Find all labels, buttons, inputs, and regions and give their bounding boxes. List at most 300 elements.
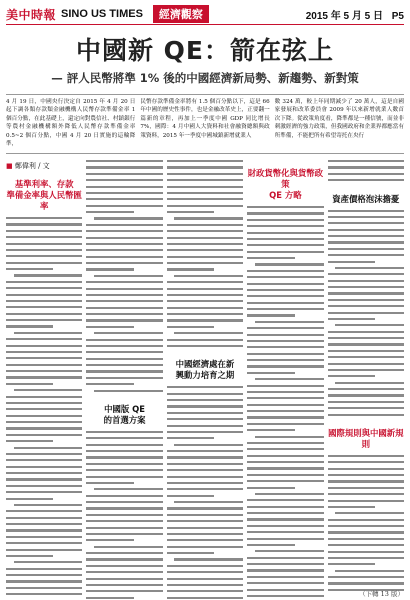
text-line [328,538,404,540]
subtitle-new-growth: 中國經濟處在新 興動力培育之期 [175,359,235,381]
text-line [86,205,162,207]
body-text [167,386,243,600]
body-text [167,160,243,351]
text-line [6,529,82,531]
text-line [328,299,404,301]
text-line [247,474,323,476]
body-text [86,431,162,600]
body-text [328,455,404,595]
text-line [167,256,243,258]
page-number: P5 [391,10,404,22]
text-line [247,359,323,361]
text-line [247,531,323,533]
text-line [86,590,162,592]
text-line [328,179,404,181]
text-line [94,488,163,490]
lead-column-1: 4 月 19 日，中國央行決定自 2015 年 4 月 20 日起下調各類存款類金融機構人民幣存款準備金率 1 個百分點，在此基礎上，還定向對農信社、村鎮銀行等農村金融機構額外降低人民幣存款準備金率 0.5~2 個百分點，中國 4 月 20 日實施的這輪降準， [6,99,136,148]
text-line [86,358,162,360]
text-line [328,229,404,231]
text-line [247,302,323,304]
text-line [167,507,243,509]
text-line [167,418,243,420]
text-line [335,570,404,572]
text-line [174,501,243,503]
text-line [247,283,323,285]
text-line [6,440,53,442]
text-line [6,243,82,245]
text-line [6,325,53,327]
subtitle-china-qe: 中國版 QE 的首選方案 [103,403,146,425]
text-line [167,597,243,599]
text-line [6,262,82,264]
text-line [247,404,323,406]
text-line [247,506,323,508]
text-line [86,463,162,465]
text-line [86,262,162,264]
subtitle-asset-bubble: 資產價格泡沫擔憂 [332,193,400,204]
text-line [247,276,323,278]
text-line [167,307,243,309]
text-line [247,461,323,463]
text-line [328,280,404,282]
text-line [6,306,82,308]
text-line [86,211,133,213]
text-line [6,421,82,423]
lead-paragraph [6,94,404,154]
text-line [86,495,162,497]
text-line [86,294,162,296]
section-tag: 經濟觀察 [153,5,209,23]
text-line [86,243,162,245]
text-line [14,389,83,391]
text-line [167,450,243,452]
text-line [86,313,162,315]
text-line [6,478,82,480]
byline: ■ 鄭偉利 / 文 [6,162,50,170]
text-line [6,294,82,296]
text-line [174,275,243,277]
text-line [86,326,133,328]
text-line [6,485,82,487]
text-line [335,324,404,326]
text-line [328,369,404,371]
text-line [247,397,323,399]
masthead [6,4,404,25]
text-line [328,461,404,463]
text-line [247,308,323,310]
text-line [86,339,162,341]
text-line [94,332,163,334]
text-line [167,584,243,586]
text-line [167,288,243,290]
subheadline: — 評人民幣將準 1% 後的中國經濟新局勢、新趨勢、新對策 [51,71,359,85]
text-line [328,468,404,470]
text-line [86,558,162,560]
logo-english: SINO US TIMES [61,8,143,20]
text-line [328,166,404,168]
text-line [86,571,162,573]
text-line [174,558,243,560]
body-text [247,206,323,600]
text-line [94,217,163,219]
text-line [86,383,133,385]
text-line [247,270,323,272]
text-line [167,192,243,194]
text-line [328,407,404,409]
text-line [86,249,162,251]
text-line [167,476,243,478]
text-line [6,313,82,315]
text-line [247,372,294,374]
body-column-4 [247,160,323,600]
text-line [174,332,243,334]
text-line [86,527,162,529]
text-line [86,173,162,175]
text-line [6,434,82,436]
text-line [247,365,323,367]
text-line [86,230,162,232]
lead-column-3: 數 324 萬，較上年同期減少了 20 萬人，這是自國家發展和改革委員會 2009 年以來新增就業人數首次下降。從政策角度看，降準都是一種信號，而並非刺激經濟的強力政策，但我國政府和企業界都應當有所準備，不能把所有希望寄托在央行 [274,99,404,139]
text-line [328,261,375,263]
text-line [328,248,404,250]
text-line [328,557,404,559]
text-line [167,546,243,548]
text-line [167,211,214,213]
text-line [167,437,214,439]
text-line [247,544,294,546]
text-line [247,212,323,214]
text-line [328,312,404,314]
text-line [328,318,375,320]
text-line [6,319,82,321]
text-line [174,444,243,446]
text-line [6,364,82,366]
text-line [328,337,404,339]
text-line [167,326,214,328]
text-line [6,580,82,582]
text-line [328,414,404,416]
text-line [86,565,162,567]
text-line [6,230,82,232]
body-column-3 [167,160,243,600]
text-line [167,463,243,465]
text-line [86,198,162,200]
text-line [335,382,404,384]
text-line [86,377,162,379]
text-line [328,375,375,377]
text-line [167,514,243,516]
text-line [247,582,323,584]
text-line [167,405,243,407]
text-line [328,551,404,553]
text-line [86,268,133,270]
text-line [86,307,162,309]
text-line [328,388,404,390]
text-line [6,536,82,538]
text-line [335,267,404,269]
body-column-2 [86,160,162,600]
text-line [167,166,243,168]
text-line [86,364,162,366]
text-line [328,160,404,162]
text-line [6,370,82,372]
text-line [328,394,404,396]
text-line [328,525,404,527]
text-line [167,425,243,427]
text-line [167,173,243,175]
text-line [14,447,83,449]
text-line [86,578,162,580]
text-line [86,256,162,258]
text-line [86,533,162,535]
text-line [86,345,162,347]
text-line [6,415,82,417]
text-line [86,514,162,516]
text-line [167,205,243,207]
text-line [255,436,324,438]
text-line [247,442,323,444]
text-line [86,456,162,458]
text-line [328,286,404,288]
text-line [6,568,82,570]
text-line [247,512,323,514]
text-line [86,192,162,194]
headline: 中國新 QE：箭在弦上 [75,36,335,65]
text-line [247,518,323,520]
lead-column-2: 民幣存款準備金率將有 1.5 個百分點以下，這是 66 年中國的歷史性事件，也是金融改革史上，正要翻一篇新的章程，再加上一季度中國 GDP 同比增長 7%，國際：4 月中國人大資料和社會融資總額與政策資料，2015 年一季度中國城鎮新增就業人 [140,99,270,139]
text-line [247,563,323,565]
text-line [247,423,323,425]
text-line [167,431,243,433]
text-line [6,408,82,410]
text-line [86,319,162,321]
text-line [247,429,294,431]
text-line [6,466,82,468]
text-line [6,453,82,455]
text-line [328,210,404,212]
text-line [86,224,162,226]
text-line [86,288,162,290]
text-line [328,241,404,243]
text-line [328,544,404,546]
text-line [247,340,323,342]
text-line [86,179,162,181]
text-line [167,565,243,567]
text-line [6,549,82,551]
text-line [86,166,162,168]
text-line [94,546,163,548]
text-line [247,595,323,597]
text-line [86,444,162,446]
text-line [247,467,323,469]
text-line [328,173,404,175]
text-line [167,345,243,347]
text-line [247,314,294,316]
text-line [86,552,162,554]
text-line [86,501,162,503]
text-line [167,268,214,270]
text-line [6,517,82,519]
text-line [6,587,82,589]
text-line [328,519,404,521]
text-line [167,495,214,497]
text-line [86,160,162,162]
text-line [86,351,162,353]
text-line [86,237,162,239]
text-line [328,273,404,275]
body-columns [6,160,404,600]
text-line [167,230,243,232]
subtitle-fiscal-monetization: 財政貨幣化與貨幣政策 QE 方略 [247,168,324,200]
text-line [328,305,404,307]
text-line [167,249,243,251]
body-column-5 [328,160,404,600]
text-line [335,512,404,514]
text-line [167,482,243,484]
continued-note: （下轉 13 版） [359,590,404,598]
text-line [167,237,243,239]
text-line [86,281,162,283]
subtitle-international-rules: 國際規則與中國新規則 [328,427,404,449]
text-line [328,356,404,358]
text-line [328,576,404,578]
text-line [247,589,323,591]
text-line [167,412,243,414]
text-line [86,597,133,599]
text-line [328,235,404,237]
text-line [6,376,82,378]
text-line [167,313,243,315]
text-line [6,223,82,225]
text-line [6,255,82,257]
text-line [167,469,243,471]
text-line [247,499,323,501]
text-line [328,480,404,482]
text-line [6,345,82,347]
text-line [174,217,243,219]
text-line [6,268,53,270]
text-line [328,487,404,489]
text-line [328,401,404,403]
text-line [6,593,82,595]
text-line [167,539,243,541]
text-line [247,410,323,412]
text-line [255,550,324,552]
text-line [6,472,82,474]
text-line [255,493,324,495]
text-line [167,552,214,554]
text-line [247,525,323,527]
text-line [255,378,324,380]
text-line [167,179,243,181]
text-line [6,491,82,493]
text-line [86,482,133,484]
text-line [328,222,404,224]
text-line [328,292,404,294]
text-line [86,476,162,478]
text-line [328,343,404,345]
text-line [167,488,243,490]
text-line [328,506,375,508]
text-line [6,249,82,251]
text-line [6,498,53,500]
text-line [328,216,404,218]
text-line [247,238,323,240]
text-line [6,574,82,576]
text-line [14,504,83,506]
text-line [328,500,404,502]
text-line [167,339,243,341]
text-line [167,262,243,264]
text-line [94,275,163,277]
text-line [6,523,82,525]
text-line [247,455,323,457]
text-line [247,219,323,221]
text-line [167,281,243,283]
text-line [247,353,323,355]
text-line [167,527,243,529]
text-line [328,474,404,476]
text-line [86,539,133,541]
text-line [86,450,162,452]
text-line [247,391,323,393]
body-text [6,217,82,600]
text-line [6,427,82,429]
body-text [328,160,404,186]
text-line [167,294,243,296]
text-line [6,287,82,289]
text-line [167,186,243,188]
text-line [6,351,82,353]
text-line [247,225,323,227]
text-line [247,448,323,450]
text-line [94,390,163,392]
text-line [6,510,82,512]
text-line [167,224,243,226]
text-line [328,563,375,565]
text-line [6,236,82,238]
text-line [167,319,243,321]
text-line [255,263,324,265]
text-line [167,243,243,245]
logo-chinese: 美中時報 [6,7,57,22]
text-line [167,399,243,401]
text-line [247,576,323,578]
issue-info [306,7,404,22]
text-line [86,431,162,433]
text-line [14,332,83,334]
body-column-1 [6,160,82,600]
text-line [328,254,404,256]
body-text [86,160,162,396]
text-line [86,370,162,372]
subtitle-rates: 基準利率、存款 準備金率與人民幣匯率 [6,179,82,211]
text-line [6,555,53,557]
text-line [6,459,82,461]
text-line [6,357,82,359]
text-line [6,402,82,404]
text-line [167,590,243,592]
text-line [86,437,162,439]
text-line [6,300,82,302]
text-line [328,363,404,365]
text-line [247,557,323,559]
text-line [247,327,323,329]
text-line [6,396,82,398]
text-line [247,538,323,540]
text-line [14,561,83,563]
text-line [247,334,323,336]
